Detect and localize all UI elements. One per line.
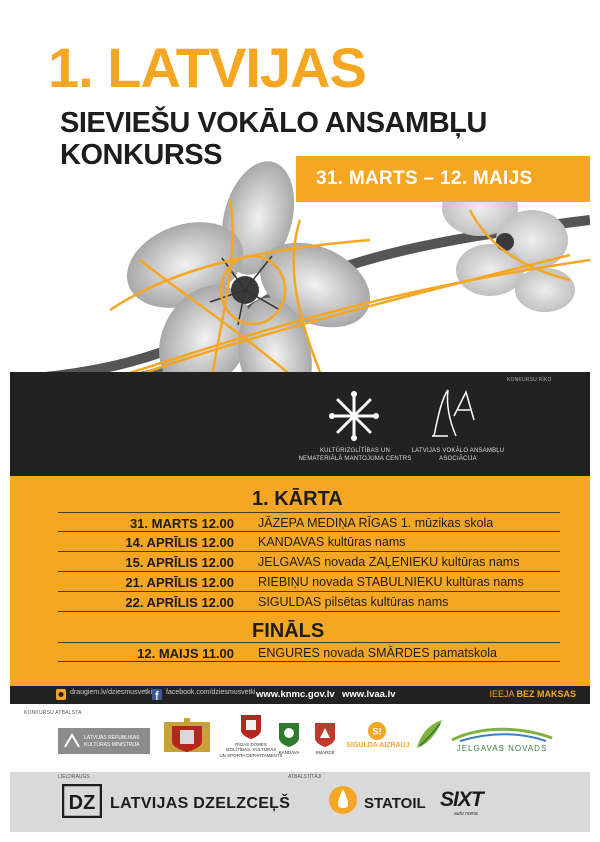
schedule-row (58, 572, 560, 592)
draugiem-icon (56, 689, 66, 700)
culture-ministry-logo (58, 728, 150, 754)
smarde-caption: SMĀRDE (315, 750, 335, 755)
jelgavas-novads-logo (450, 726, 554, 742)
row-place: JELGAVAS novada ZAĻENIEKU kultūras nams (258, 555, 520, 569)
footer-bar (10, 686, 590, 704)
statoil-name: STATOIL (364, 795, 426, 812)
riga-line3: UN SPORTA DEPARTAMENTS (219, 752, 283, 758)
svg-text:S!: S! (372, 726, 382, 737)
facebook-icon (152, 689, 162, 700)
statoil-logo-icon (328, 783, 358, 817)
knmc-website-link[interactable]: www.knmc.gov.lv (256, 689, 335, 700)
row-date: 22. APRĪLIS 12.00 (125, 595, 234, 610)
entry-free: BEZ MAKSAS (516, 689, 576, 699)
poster-title: 1. LATVIJAS (48, 36, 366, 99)
knmc-name-line2: NEMATERIĀLĀ MANTOJUMA CENTRS (298, 455, 412, 462)
sponsors-label: ATBALSTĪTĀJI (288, 774, 322, 780)
row-date: 31. MARTS 12.00 (129, 516, 234, 531)
poster (10, 10, 590, 832)
free-entry-note (489, 689, 576, 699)
competition-dates: 31. MARTS – 12. MAIJS (316, 168, 533, 189)
sixt-logo: SIXT (440, 788, 483, 811)
kandava-crest (278, 722, 300, 748)
knmc-name (296, 448, 414, 464)
ldz-name: LATVIJAS DZELZCEĻŠ (110, 795, 291, 812)
round1-title: 1. KĀRTA (252, 488, 343, 510)
engure-logo (414, 718, 444, 752)
riga-line2: IZGLĪTĪBAS, KULTŪRAS (225, 747, 277, 753)
draugiem-link[interactable]: draugiem.lv/dziesmusvetki (70, 689, 153, 696)
row-place: RIEBIŅU novada STABULNIEKU kultūras nams (258, 575, 524, 589)
row-date: 21. APRĪLIS 12.00 (125, 575, 234, 590)
svg-text:DZ: DZ (68, 792, 96, 814)
jelgavas-novads-caption: JELGAVAS NOVADS (456, 744, 548, 753)
schedule-row (58, 552, 560, 572)
lvaa-logo (428, 386, 478, 442)
poster-subtitle-line2: KONKURSS (60, 139, 222, 171)
lvaa-website-link[interactable]: www.lvaa.lv (342, 689, 396, 700)
finals-title: FINĀLS (252, 620, 325, 642)
ldz-logo (62, 784, 102, 818)
riga-department-crest (240, 714, 262, 740)
supporters-label: KONKURSU ATBALSTA (24, 710, 82, 716)
ministry-line2: KULTŪRAS MINISTRIJA (84, 741, 140, 748)
row-date: 12. MAIJS 11.00 (137, 646, 234, 661)
lvaa-name (410, 448, 506, 464)
lvaa-name-line2: ASOCIĀCIJA (439, 455, 477, 462)
row-date: 15. APRĪLIS 12.00 (125, 555, 234, 570)
ministry-line1: LATVIJAS REPUBLIKAS (84, 735, 140, 741)
row-place: KANDAVAS kultūras nams (258, 535, 406, 549)
row-place: JĀZEPA MEDIŅA RĪGAS 1. mūzikas skola (258, 516, 494, 530)
organizers-tag: KONKURSU RĪKO (507, 377, 552, 383)
riga-coat-of-arms (162, 716, 212, 754)
knmc-name-line1: KULTŪRIZGLĪTĪBAS UN (319, 448, 391, 454)
finals-row (58, 642, 560, 662)
main-partner-label: LIELDRAUGS (58, 774, 90, 780)
lvaa-name-line1: LATVIJAS VOKĀLO ANSAMBĻU (411, 448, 505, 454)
row-place: ENGURES novada SMĀRDES pamatskola (258, 646, 497, 660)
row-place: SIGULDAS pilsētas kultūras nams (258, 595, 449, 609)
facebook-link[interactable]: facebook.com/dziesmusvetki (166, 689, 256, 696)
entry-prefix: IEEJA (489, 689, 514, 699)
sigulda-caption: SIGULDA AIZRAUJ (346, 742, 410, 749)
poster-subtitle-line1: SIEVIEŠU VOKĀLO ANSAMBĻU (60, 107, 487, 139)
riga-line1: RĪGAS DOMES (235, 742, 267, 747)
schedule-row (58, 532, 560, 552)
row-date: 14. APRĪLIS 12.00 (125, 535, 234, 550)
sigulda-logo (368, 722, 386, 740)
ministry-mark-icon (64, 733, 80, 749)
schedule-row (58, 512, 560, 532)
knmc-logo (328, 390, 380, 442)
ministry-text (84, 735, 139, 748)
kandava-caption: KANDAVA (278, 750, 300, 755)
smarde-crest (314, 722, 336, 748)
sixt-subtitle: auto noma (454, 811, 478, 817)
schedule-row (58, 592, 560, 612)
